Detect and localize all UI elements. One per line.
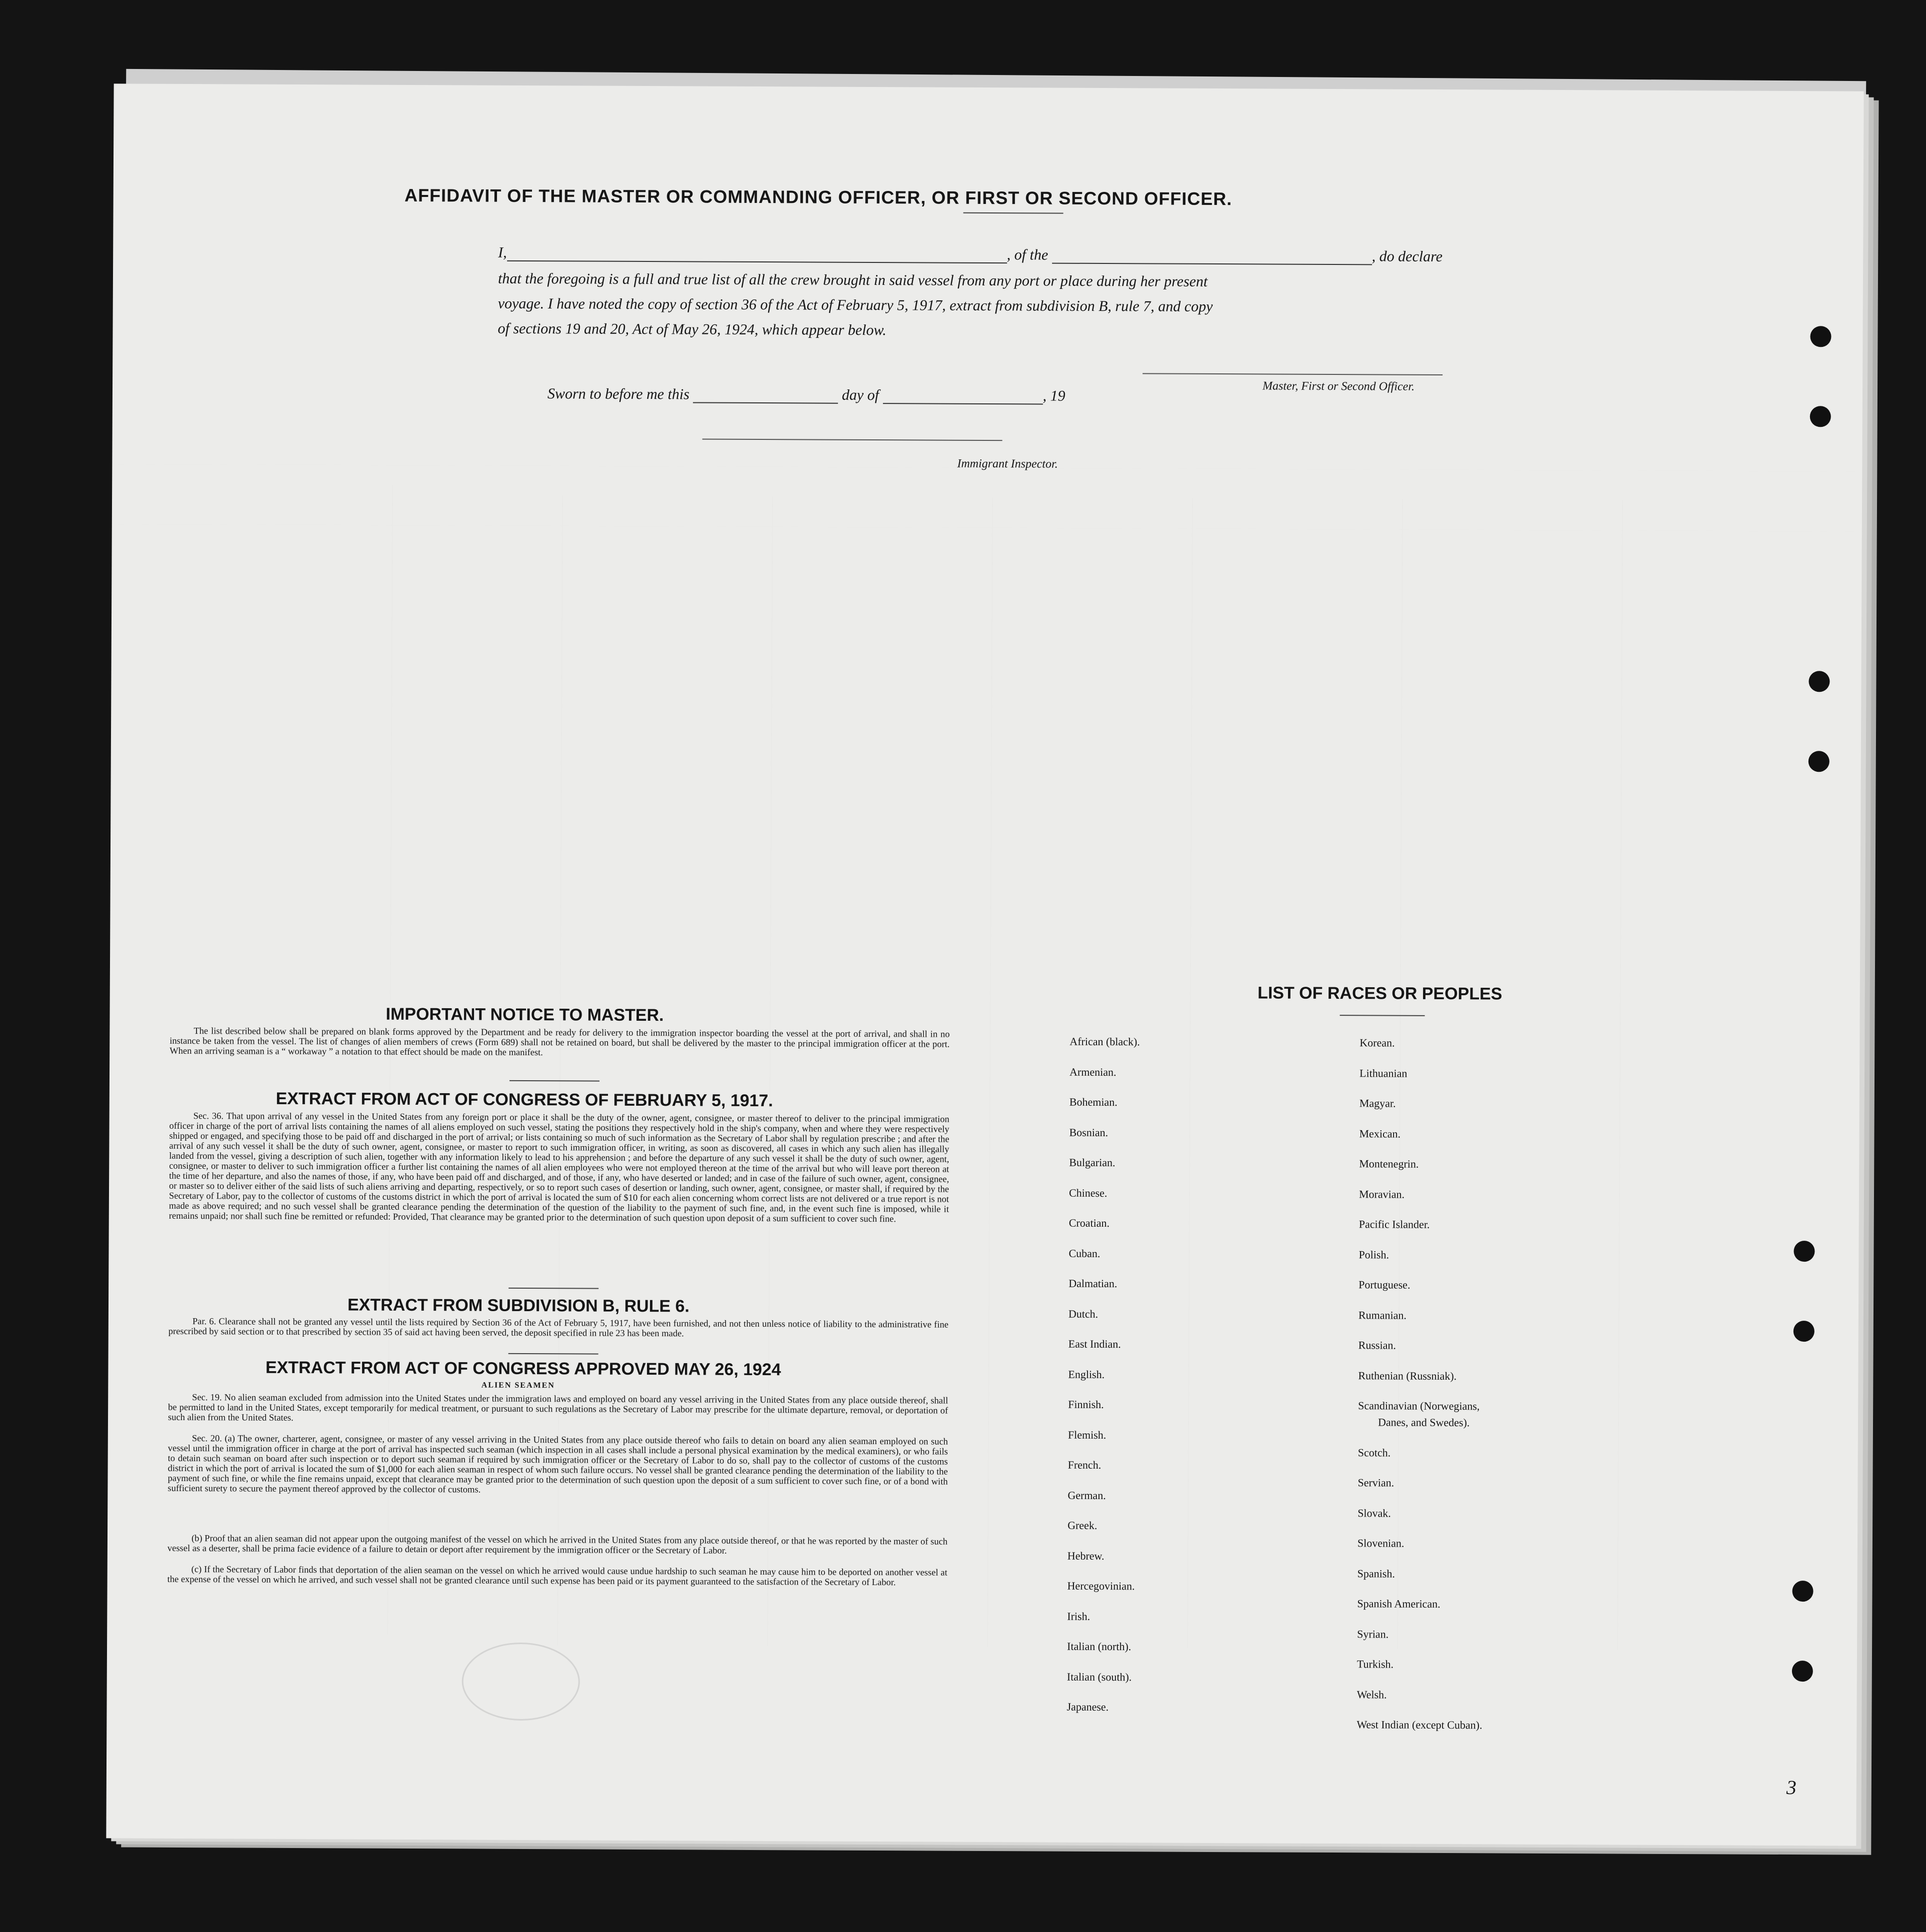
punch-hole — [1794, 1241, 1814, 1262]
affidavit-i-label: I, — [498, 244, 507, 261]
punch-hole — [1792, 1661, 1813, 1682]
sworn-month-field[interactable] — [882, 391, 1042, 404]
extract-1917-body: Sec. 36. That upon arrival of any vessel in the United States from any foreign port or place it shall be the duty of the owner, agent, consignee, or master thereof to deliver to the principal immigration officer in charge of the port of arrival lists containing the names of all aliens employed on such vessel, stating the positions they respectively hold in the ship's company, when and where they were respectively shipped or engaged, and specifying those to be paid off and discharged in the port of arrival; or lists containing so much of such information as the Secretary of Labor shall by regulation prescribe ; and after the arrival of any such vessel it shall be the duty of such owner, agent, consignee, or master to report to such immigration officer, in writing, as soon as discovered, all cases in which any such alien has illegally landed from the vessel, giving a description of such alien, together with any information likely to lead to his apprehension ; and before the departure of any such vessel it shall be the duty of such owner, agent, consignee, or master to deliver to such immigration officer a further list containing the names of all alien employees who were not employed thereon at the time of the arrival but who will leave port thereon at the time of her departure, and also the names of those, if any, who have been paid off and discharged, and of those, if any, who have deserted or landed; and in case of the failure of such owner, agent, consignee, or master so to deliver either of the said lists of such aliens arriving and departing, respectively, or so to report such cases of desertion or landing, such owner, agent, consignee, or master shall, if required by the Secretary of Labor, pay to the collector of customs of the customs district in which the port of arrival is located the sum of $10 for each alien concerning whom correct lists are not delivered or a true report is not made as above required; and no such vessel shall be granted clearance pending the determination of the question of the liability to the payment of such fine, and, in the event such fine is imposed, while it remains unpaid; nor shall such fine be remitted or refunded: Provided, That clearance may be granted prior to the determination of such question upon deposit of a sum sufficient to cover such fine. — [168, 1111, 950, 1225]
race-item: Spanish American. — [1357, 1597, 1440, 1611]
notice-body: The list described below shall be prepared on blank forms approved by the Department and be ready for delivery to the immigration inspector boarding the vessel at the port of arrival, and shall in no instance be taken from the vessel. The list of changes of alien members of crews (Form 689) shall not be retained on board, but shall be delivered by the master to the principal immigration officer at the port. When an arriving seaman is a “ workaway ” a notation to that effect should be made on the manifest. — [170, 1026, 950, 1058]
race-item: Dutch. — [1068, 1307, 1098, 1320]
races-title: LIST OF RACES OR PEOPLES — [1258, 983, 1502, 1004]
race-item: Montenegrin. — [1359, 1157, 1419, 1170]
of-the-label: , of the — [1006, 246, 1048, 263]
race-item: German. — [1068, 1489, 1106, 1502]
rule6-title: EXTRACT FROM SUBDIVISION B, RULE 6. — [348, 1295, 690, 1316]
affidavit-line-4: of sections 19 and 20, Act of May 26, 1924, which appear below. — [498, 320, 886, 339]
handwritten-margin-note: 3 — [1786, 1776, 1796, 1799]
race-item: Italian (south). — [1066, 1670, 1132, 1683]
document-page — [106, 83, 1864, 1846]
race-item: West Indian (except Cuban). — [1356, 1718, 1482, 1732]
race-item: Servian. — [1358, 1476, 1394, 1489]
race-item: Armenian. — [1070, 1065, 1116, 1078]
race-item: Slovenian. — [1357, 1537, 1404, 1550]
race-item: Scotch. — [1358, 1446, 1391, 1459]
race-item: Syrian. — [1357, 1628, 1389, 1641]
sec20b-body: (b) Proof that an alien seaman did not appear upon the outgoing manifest of the vessel on which he arrived in the United States from any place outside thereof, or that he was reported by the master of such vessel as a deserter, shall be prima facie evidence of a failure to detain or deport after requirement by the immigration officer or the Secretary of Labor. — [167, 1534, 948, 1556]
race-item: African (black). — [1070, 1035, 1140, 1048]
inspector-signature-line[interactable] — [702, 439, 1002, 441]
race-item: Turkish. — [1356, 1658, 1394, 1671]
race-item: English. — [1068, 1368, 1105, 1381]
race-item: Rumanian. — [1358, 1308, 1406, 1322]
extract-1924-title: EXTRACT FROM ACT OF CONGRESS APPROVED MAY 26, 1924 — [265, 1358, 781, 1380]
race-item: Finnish. — [1068, 1398, 1104, 1411]
race-item: Welsh. — [1356, 1688, 1387, 1701]
punch-hole — [1794, 1321, 1814, 1342]
race-item: Bosnian. — [1069, 1126, 1108, 1139]
sworn-prefix: Sworn to before me this — [547, 385, 690, 403]
alien-seamen-subtitle: ALIEN SEAMEN — [481, 1381, 555, 1390]
race-item: Croatian. — [1068, 1216, 1110, 1230]
race-item: Greek. — [1068, 1519, 1098, 1532]
race-item: Bulgarian. — [1069, 1156, 1116, 1169]
punch-hole — [1808, 751, 1830, 772]
affidavit-line-2: that the foregoing is a full and true list of all the crew brought in said vessel from any port or place during her present — [498, 270, 1208, 290]
race-item: Magyar. — [1359, 1097, 1396, 1110]
punch-hole — [1792, 1581, 1813, 1602]
race-item: Chinese. — [1068, 1186, 1108, 1199]
punch-hole — [1810, 326, 1831, 347]
race-item: Mexican. — [1359, 1127, 1401, 1140]
race-item: Bohemian. — [1069, 1095, 1118, 1109]
race-item: Japanese. — [1066, 1700, 1109, 1714]
vessel-name-field[interactable] — [1052, 251, 1372, 265]
race-item: Pacific Islander. — [1358, 1218, 1430, 1231]
race-item: Cuban. — [1068, 1247, 1100, 1260]
rule6-body: Par. 6. Clearance shall not be granted any vessel until the lists required by Section 36 of the Act of February 5, 1917, have been furnished, and not then unless notice of liability to the administrative fine prescribed by said section or to that prescribed by section 35 of said act having been served, the deposit specified in rule 23 has been made. — [168, 1317, 948, 1339]
sworn-line — [548, 385, 1066, 405]
notice-rule — [510, 1080, 600, 1082]
title-rule — [964, 212, 1064, 214]
race-item: Moravian. — [1358, 1187, 1405, 1201]
master-name-field[interactable] — [507, 248, 1007, 263]
race-item: Dalmatian. — [1068, 1277, 1118, 1290]
punch-hole — [1810, 406, 1831, 427]
race-item: Irish. — [1067, 1610, 1090, 1623]
faint-stamp — [462, 1642, 580, 1721]
year-label: , 19 — [1042, 387, 1066, 404]
sec19-body: Sec. 19. No alien seaman excluded from admission into the United States under the immigration laws and employed on board any vessel arriving in the United States from any place outside thereof, shall be permitted to land in the United States, except temporarily for medical treatment, or pursuant to such regulations as the Secretary of Labor may prescribe for the ultimate departure, removal, or deportation of such alien from the United States. — [168, 1393, 948, 1423]
race-item: Spanish. — [1357, 1567, 1395, 1580]
race-item: Slovak. — [1358, 1507, 1391, 1520]
race-item: Italian (north). — [1066, 1640, 1132, 1653]
extract-1917-title: EXTRACT FROM ACT OF CONGRESS OF FEBRUARY 5, 1917. — [276, 1089, 774, 1111]
declare-label: , do declare — [1372, 248, 1443, 265]
race-item: Lithuanian — [1360, 1066, 1408, 1080]
extract-1917-rule — [508, 1288, 598, 1289]
affidavit-line-1 — [498, 244, 1442, 265]
race-item: Scandinavian (Norwegians, — [1358, 1399, 1480, 1413]
master-signature-caption: Master, First or Second Officer. — [1262, 379, 1415, 393]
notice-title: IMPORTANT NOTICE TO MASTER. — [386, 1004, 664, 1025]
day-of-label: day of — [842, 386, 880, 404]
punch-hole — [1808, 671, 1830, 692]
race-item: East Indian. — [1068, 1337, 1121, 1351]
races-rule — [1340, 1015, 1425, 1016]
rule6-rule — [508, 1353, 598, 1355]
race-item: Hercegovinian. — [1067, 1579, 1135, 1593]
race-item: Flemish. — [1068, 1428, 1106, 1441]
sec20c-body: (c) If the Secretary of Labor finds that deportation of the alien seaman on the vessel on which he arrived would cause undue hardship to such seaman he may cause him to be deported on another vessel at the expense of the vessel on which he arrived, and such vessel shall not be granted clearance until such expense has been paid or its payment guaranteed to the satisfaction of the Secretary of Labor. — [167, 1565, 948, 1588]
race-item: Korean. — [1360, 1036, 1395, 1049]
master-signature-line[interactable] — [1142, 373, 1442, 375]
race-item: Danes, and Swedes). — [1378, 1416, 1470, 1429]
sec20a-body: Sec. 20. (a) The owner, charterer, agent, consignee, or master of any vessel arriving in the United States from any place outside thereof who fails to detain on board any alien seaman employed on such vessel until the immigration officer in charge at the port of arrival has inspected such seaman (which inspection in all cases shall include a personal physical examination by the medical examiners), or who fails to detain such seaman on board after such inspection or to deport such seaman if required by such immigration officer or the Secretary of Labor to do so, shall pay to the collector of customs of the customs district in which the port of arrival is located the sum of $1,000 for each alien seaman in respect of whom such failure occurs. No vessel shall be granted clearance pending the determination of the liability to the payment of such fine, or while the fine remains unpaid, except that clearance may be granted prior to the determination of such question upon the deposit of a sum sufficient to cover such fine, or of a bond with sufficient surety to secure the payment thereof approved by the collector of customs. — [168, 1434, 948, 1495]
sworn-day-field[interactable] — [693, 390, 838, 403]
race-item: Ruthenian (Russniak). — [1358, 1369, 1457, 1382]
race-item: Polish. — [1358, 1248, 1390, 1261]
affidavit-title: AFFIDAVIT OF THE MASTER OR COMMANDING OFFICER, OR FIRST OR SECOND OFFICER. — [404, 184, 1232, 209]
race-item: Portuguese. — [1358, 1278, 1410, 1291]
race-item: French. — [1068, 1458, 1102, 1472]
race-item: Russian. — [1358, 1339, 1396, 1352]
affidavit-line-3: voyage. I have noted the copy of section 36 of the Act of February 5, 1917, extract from subdivision B, rule 7, and copy — [498, 295, 1213, 315]
inspector-caption: Immigrant Inspector. — [957, 457, 1058, 471]
race-item: Hebrew. — [1067, 1549, 1104, 1562]
